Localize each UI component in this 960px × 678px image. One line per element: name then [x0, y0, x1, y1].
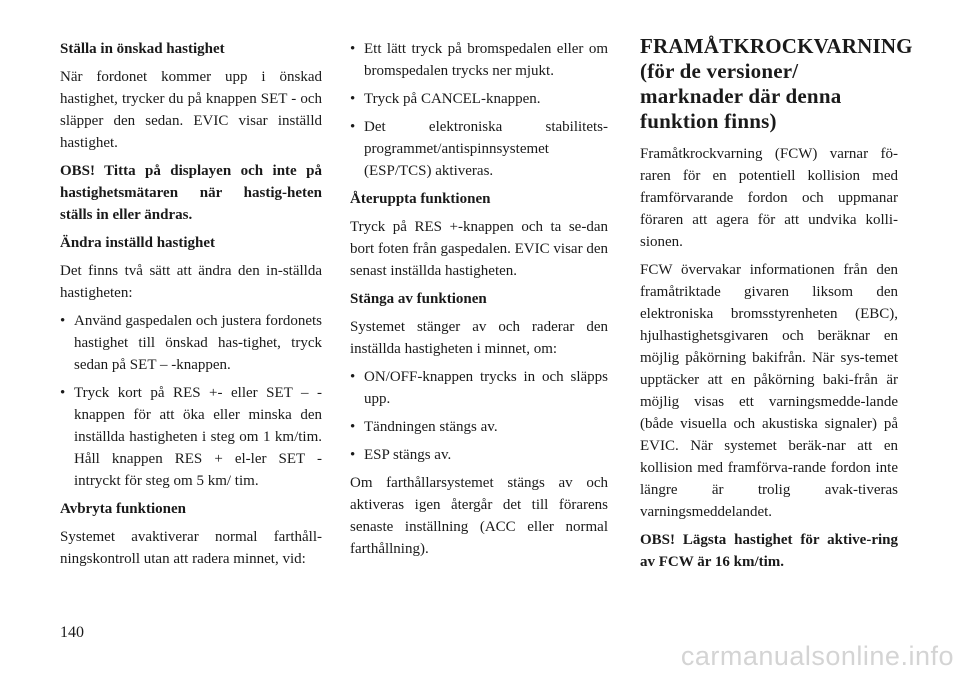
list-item: • ESP stängs av. [350, 444, 608, 466]
heading-cancel-function: Avbryta funktionen [60, 501, 186, 517]
bullet-icon: • [350, 91, 356, 107]
list-item: • Tändningen stängs av. [350, 416, 608, 438]
list-item: • ON/OFF-knappen trycks in och släpps upp. [350, 366, 608, 410]
bullet-icon: • [350, 419, 356, 435]
list-item: • Tryck på CANCEL-knappen. [350, 88, 608, 110]
bullet-icon: • [350, 41, 356, 57]
bullet-icon: • [60, 313, 66, 329]
page-number: 140 [60, 624, 84, 641]
section-title: FRAMÅTKROCKVARNING (för de versioner/ marknader där denna funktion finns) [640, 34, 913, 133]
watermark: carmanualsonline.info [680, 641, 954, 671]
column-3 [640, 34, 913, 579]
paragraph-change-speed: Det finns två sätt att ändra den in-ställda hastigheten: [60, 263, 322, 301]
heading-change-speed: Ändra inställd hastighet [60, 235, 216, 251]
note-display: OBS! Titta på displayen och inte på hastighetsmätaren när hastig-heten ställs in eller ändras. [60, 163, 322, 223]
note-min-speed: OBS! Lägsta hastighet för aktive-ring av FCW är 16 km/tim. [640, 532, 898, 570]
paragraph-resume-function: Tryck på RES +-knappen och ta se-dan bort foten från gaspedalen. EVIC visar den senast inställda hastigheten. [350, 219, 608, 279]
paragraph-cancel-function: Systemet avaktiverar normal farthåll-ningskontroll utan att radera minnet, vid: [60, 529, 322, 567]
bullet-icon: • [60, 385, 66, 401]
paragraph-reactivation: Om farthållarsystemet stängs av och aktiveras igen återgår det till förarens senaste inställning (ACC eller normal farthållning). [350, 475, 608, 557]
list-item: • Ett lätt tryck på bromspedalen eller om bromspedalen trycks ner mjukt. [350, 38, 608, 82]
paragraph-turn-off-function: Systemet stänger av och raderar den inställda hastigheten i minnet, om: [350, 319, 608, 357]
bullet-icon: • [350, 369, 356, 385]
column-2 [350, 38, 608, 566]
bullet-icon: • [350, 119, 356, 135]
list-item: • Det elektroniska stabilitets-programmet/antispinnsystemet (ESP/TCS) aktiveras. [350, 116, 608, 182]
list-item: • Använd gaspedalen och justera fordonets hastighet till önskad has-tighet, tryck sedan på SET – -knappen. [60, 310, 322, 376]
bullet-icon: • [350, 447, 356, 463]
heading-resume-function: Återuppta funktionen [350, 191, 491, 207]
column-1 [60, 38, 322, 576]
paragraph-fcw-monitoring: FCW övervakar informationen från den framåtriktade givaren liksom den elektroniska bromsstyrenheten (EBC), hjulhastighetsgivaren och beräknar en möjlig påkörning bakifrån. När sys-temet upptäcker att en påkörning baki-från är möjlig visas ett varningsmedde-lande (både visuella och akustiska signaler) på EVIC. När systemet beräk-nar att en kollision med framförva-rande fordon inte längre är trolig avak-tiveras varningsmeddelandet. [640, 262, 898, 520]
list-item: • Tryck kort på RES +- eller SET – -knappen för att öka eller minska den inställda hastigheten i steg om 1 km/tim. Håll knappen RES + el-ler SET - intryckt för steg om 5 km/ tim. [60, 382, 322, 492]
paragraph-fcw-intro: Framåtkrockvarning (FCW) varnar fö-raren för en potentiell kollision med framförvarande fordon och uppmanar föraren att agera för att undvika kolli-sionen. [640, 146, 898, 250]
heading-turn-off-function: Stänga av funktionen [350, 291, 487, 307]
paragraph-set-speed: När fordonet kommer upp i önskad hastighet, trycker du på knappen SET - och släpper den sedan. EVIC visar inställd hastighet. [60, 69, 322, 151]
heading-set-speed: Ställa in önskad hastighet [60, 41, 225, 57]
